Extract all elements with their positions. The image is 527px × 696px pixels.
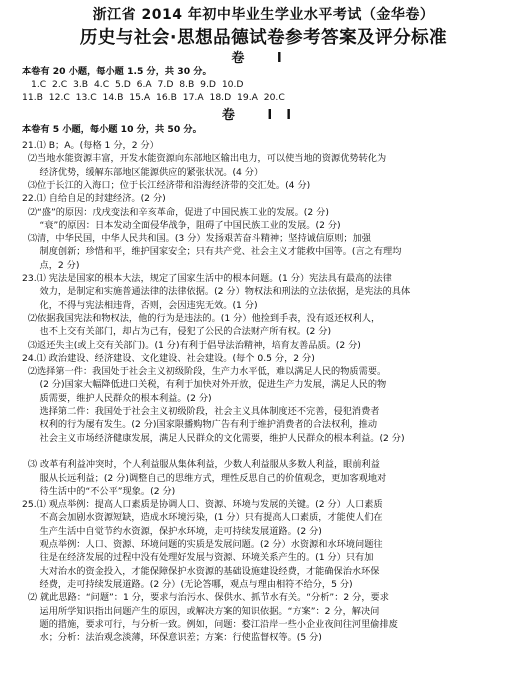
- answer-key-title: 历史与社会·思想品德试卷参考答案及评分标准: [79, 28, 448, 48]
- section-2-intro: 本卷有 5 小题，每小题 10 分，共 50 分。: [22, 124, 202, 135]
- answer-line: ⑵当地水能资源丰富，开发水能资源向东部地区输出电力，可以使当地的资源优势转化为: [22, 153, 387, 165]
- answer-line: ⑵“盛”的原因：戊戌变法和辛亥革命，促进了中国民族工业的发展。(2 分): [22, 206, 329, 218]
- answer-line: (2 分)国家大幅降低进口关税，有利于加快对外开放，促进生产力发展，满足人民的物: [22, 379, 387, 391]
- answer-line: 水；分析：法治观念淡薄，环保意识差；方案：行使监督权等。(5 分): [22, 632, 322, 644]
- answer-line: 待生活中的“不公平”现象。(2 分): [22, 485, 176, 497]
- answer-line: 制度创新；珍惜和平，维护国家安全；只有共产党、社会主义才能救中国等。(言之有理均: [22, 246, 402, 258]
- answer-line: 权利的行为屡有发生。(2 分)国家限播购物广告有利于维护消费者的合法权利，推动: [22, 419, 378, 431]
- answer-line: ⑶返还失主(或上交有关部门)。(1 分)有利于倡导法治精神，培育友善品质。(2 分): [22, 339, 361, 351]
- section-1-intro: 本卷有 20 小题，每小题 1.5 分，共 30 分。: [22, 66, 212, 77]
- mc-answers-row-2: 11.B 12.C 13.C 14.B 15.A 16.B 17.A 18.D 19.A 20.C: [22, 92, 285, 103]
- answer-line: 效力，是制定和实施普通法律的法律依据。(2 分）物权法和刑法的立法依据，是宪法的具体: [22, 286, 411, 298]
- answer-line: 点，2 分): [22, 259, 80, 271]
- mc-answers-row-1: 1.C 2.C 3.B 4.C 5.D 6.A 7.D 8.B 9.D 10.D: [31, 79, 244, 90]
- answer-line: 24.⑴ 政治建设、经济建设、文化建设、社会建设。(每个 0.5 分，2 分): [22, 352, 315, 364]
- answer-line: 经费，走可持续发展道路。(2 分）(无论答哪，观点与理由相符不给分，5 分): [22, 578, 353, 590]
- answer-line: 大对治水的资金投入，才能保障保护水资源的基础设施建设经费，才能确保治水环保: [22, 565, 380, 577]
- answer-line: 化，不得与宪法相违背，否则，会因违宪无效。(1 分): [22, 299, 258, 311]
- answer-line: 经济优势，缓解东部地区能源供应的紧张状况。(4 分）: [22, 166, 264, 178]
- answer-line: 社会主义市场经济健康发展，满足人民群众的文化需要，维护人民群众的根本利益。(2 分): [22, 432, 405, 444]
- answer-line: 不高会加剧水资源短缺，造成水环境污染，(1 分）只有提高人口素质，才能使人们在: [22, 512, 383, 524]
- answer-line: 生产生活中自觉节约水资源，保护水环境，走可持续发展道路。(2 分): [22, 525, 322, 537]
- answer-line: ⑶ 改革有利益冲突时，个人利益服从集体利益，少数人利益服从多数人利益，眼前利益: [22, 459, 380, 471]
- answer-line: “衰”的原因：日本发动全面侵华战争，阻碍了中国民族工业的发展。(2 分): [22, 219, 341, 231]
- answer-line: ⑵选择第一件：我国处于社会主义初级阶段，生产力水平低，难以满足人民的物质需要。: [22, 366, 387, 378]
- answer-line: ⑶清，中华民国，中华人民共和国。(3 分）发扬艰苦奋斗精神；坚持诚信原则；加强: [22, 233, 371, 245]
- section-1-heading: 卷 I: [231, 51, 296, 66]
- answer-line: 22.⑴ 自给自足的封建经济。(2 分): [22, 193, 166, 205]
- answer-line: 选择第二件：我国处于社会主义初级阶段，社会主义具体制度还不完善，侵犯消费者: [22, 406, 380, 417]
- answer-line: ⑵依据我国宪法和物权法，他的行为是违法的。(1 分）他捡到手表，没有返还权利人，: [22, 312, 381, 324]
- answer-line: 运用所学知识指出问题产生的原因，或解决方案的知识依据。“方案”：2 分，解决问: [22, 605, 380, 617]
- section-2-heading: 卷 II: [221, 108, 306, 123]
- answer-line: 观点举例：人口、资源、环境问题的实质是发展问题。(2 分）水资源和水环境问题往: [22, 539, 383, 550]
- answer-line: 也不上交有关部门，却占为己有，侵犯了公民的合法财产所有权。(2 分): [22, 326, 332, 338]
- answer-line: ⑵ 就此思路：“问题”：1 分，要求与治污水、保供水、抓节水有关。“分析”：2 分，要求: [22, 592, 389, 604]
- exam-title: 浙江省 2014 年初中毕业生学业水平考试（金华卷）: [92, 7, 435, 23]
- answer-line: 往是在经济发展的过程中没有处理好发展与资源、环境关系产生的。(1 分）只有加: [22, 552, 374, 564]
- answer-line: 题的措施，要求可行，与分析一致。例如，问题：婺江沿岸一些小企业夜间往河里偷排废: [22, 618, 398, 630]
- answer-line: 21.⑴ B；A。(每格 1 分，2 分）: [22, 140, 159, 151]
- answer-line: 服从长远利益；(2 分)调整自己的思维方式，理性反思自己的价值观念，更加客观地对: [22, 472, 387, 484]
- answer-line: 23.⑴ 宪法是国家的根本大法，规定了国家生活中的根本问题。(1 分）宪法具有最高的法律: [22, 273, 392, 284]
- answer-line: 25.⑴ 观点举例：提高人口素质是协调人口、资源、环境与发展的关键。(2 分）人口素质: [22, 499, 383, 511]
- answer-line: ⑶位于长江的入海口；位于长江经济带和沿海经济带的交汇处。(4 分): [22, 179, 311, 191]
- answer-line: 质需要，维护人民群众的根本利益。(2 分): [22, 392, 212, 404]
